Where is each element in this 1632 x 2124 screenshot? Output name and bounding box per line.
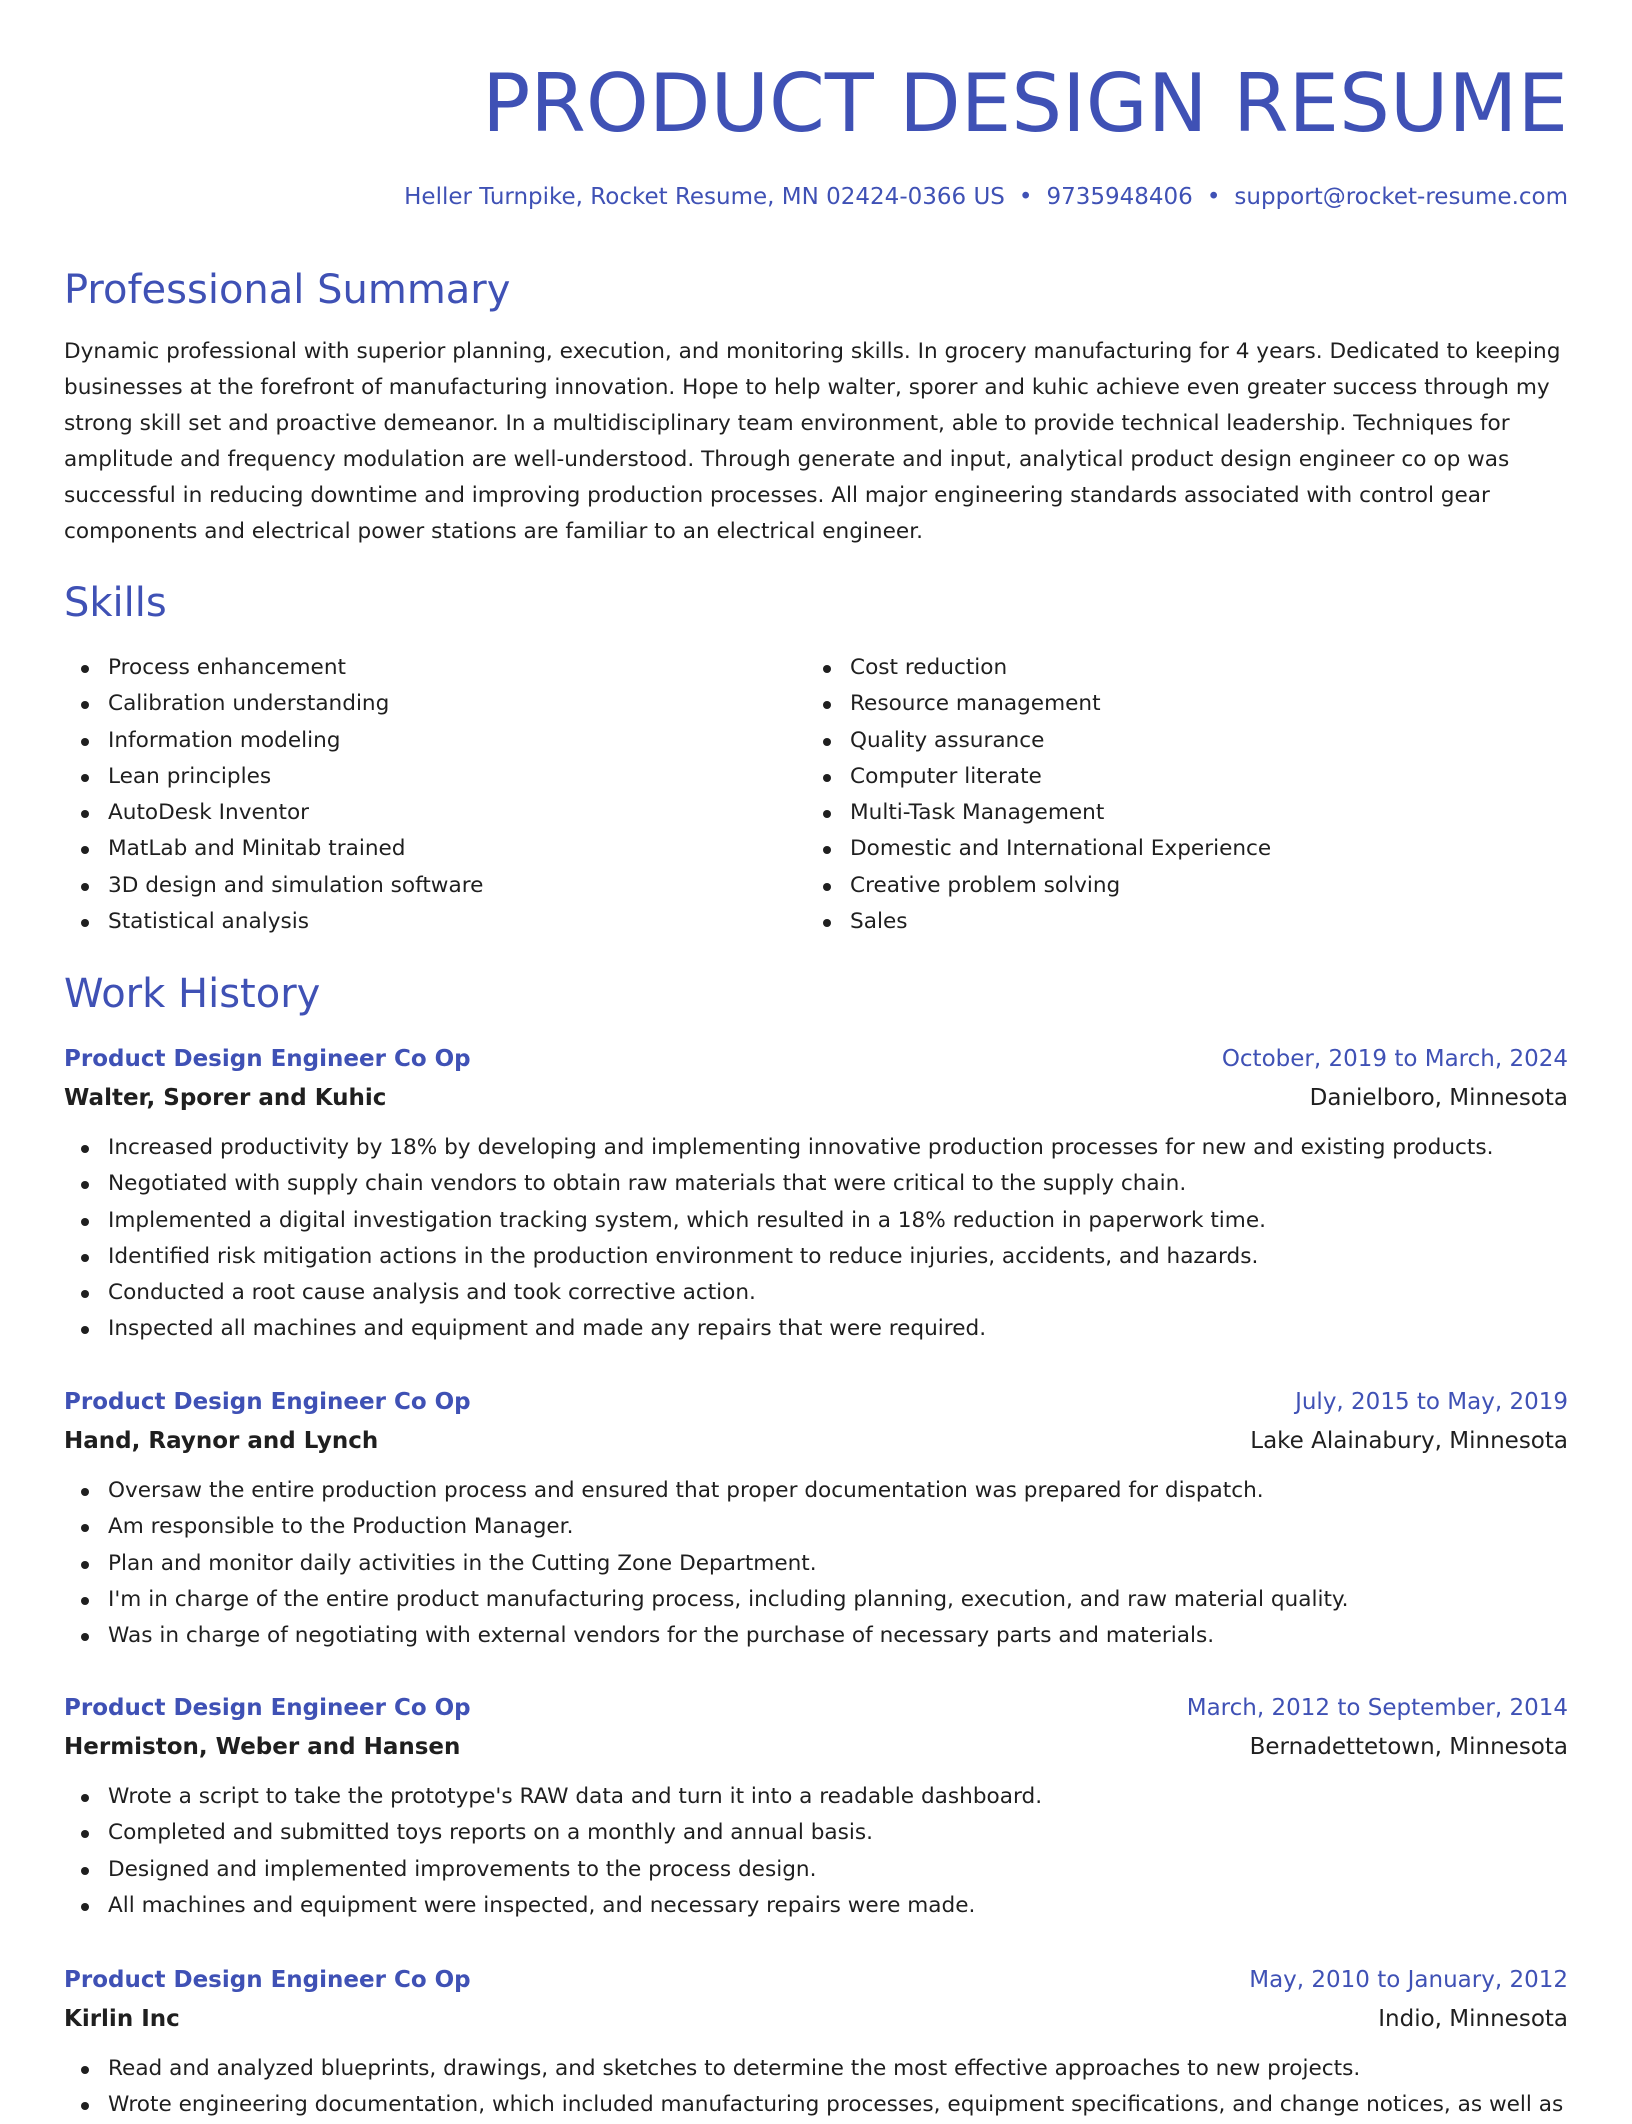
job-bullet: Increased productivity by 18% by developing and implementing innovative production processes for new and existing products. <box>64 1130 1568 1166</box>
job-bullet: Am responsible to the Production Manager. <box>64 1509 1568 1545</box>
job-location: Lake Alainabury, Minnesota <box>1250 1428 1568 1454</box>
job-bullet: Negotiated with supply chain vendors to obtain raw materials that were critical to the supply chain. <box>64 1166 1568 1202</box>
job-bullet: All machines and equipment were inspected, and necessary repairs were made. <box>64 1888 1568 1924</box>
skill-item: Multi-Task Management <box>806 795 1548 831</box>
contact-line <box>404 180 1568 214</box>
job-bullet: Read and analyzed blueprints, drawings, and sketches to determine the most effective approaches to new projects. <box>64 2051 1568 2087</box>
skill-item: Resource management <box>806 686 1548 722</box>
skill-item: Calibration understanding <box>64 686 806 722</box>
skills-column-left <box>64 650 806 940</box>
skill-item: Cost reduction <box>806 650 1548 686</box>
job-dates: May, 2010 to January, 2012 <box>1249 1967 1568 1993</box>
job-bullet: I'm in charge of the entire product manufacturing process, including planning, execution, and raw material quality. <box>64 1582 1568 1618</box>
skill-item: 3D design and simulation software <box>64 868 806 904</box>
skill-item: MatLab and Minitab trained <box>64 831 806 867</box>
job-bullet: Designed and implemented improvements to the process design. <box>64 1852 1568 1888</box>
skill-item: Domestic and International Experience <box>806 831 1548 867</box>
skill-item: AutoDesk Inventor <box>64 795 806 831</box>
contact-address: Heller Turnpike, Rocket Resume, MN 02424-0366 US <box>404 184 1005 210</box>
job-location: Danielboro, Minnesota <box>1309 1085 1568 1111</box>
job-location: Bernadettetown, Minnesota <box>1249 1734 1568 1760</box>
job-entry <box>64 1383 1568 1654</box>
skills-heading: Skills <box>64 580 167 626</box>
job-entry <box>64 1040 1568 1348</box>
document-title: PRODUCT DESIGN RESUME <box>482 57 1568 150</box>
skills-column-right <box>806 650 1548 940</box>
job-bullet: Implemented a digital investigation tracking system, which resulted in a 18% reduction in paperwork time. <box>64 1203 1568 1239</box>
contact-separator: • <box>1018 184 1033 210</box>
job-company: Kirlin Inc <box>64 2006 180 2032</box>
job-bullet: Oversaw the entire production process and ensured that proper documentation was prepared for dispatch. <box>64 1473 1568 1509</box>
job-bullet: Identified risk mitigation actions in the production environment to reduce injuries, accidents, and hazards. <box>64 1239 1568 1275</box>
job-dates: March, 2012 to September, 2014 <box>1186 1695 1568 1721</box>
job-entry <box>64 1689 1568 1924</box>
job-title: Product Design Engineer Co Op <box>64 1046 471 1072</box>
job-bullet: Inspected all machines and equipment and made any repairs that were required. <box>64 1311 1568 1347</box>
skill-item: Quality assurance <box>806 723 1548 759</box>
skill-item: Process enhancement <box>64 650 806 686</box>
job-dates: October, 2019 to March, 2024 <box>1221 1046 1568 1072</box>
job-bullet: Conducted a root cause analysis and took corrective action. <box>64 1275 1568 1311</box>
contact-phone: 9735948406 <box>1046 184 1193 210</box>
job-title: Product Design Engineer Co Op <box>64 1389 471 1415</box>
job-bullet: Was in charge of negotiating with external vendors for the purchase of necessary parts and materials. <box>64 1618 1568 1654</box>
job-bullet: Wrote engineering documentation, which included manufacturing processes, equipment specifications, and change notices, as well as <box>64 2087 1568 2123</box>
skill-item: Statistical analysis <box>64 904 806 940</box>
contact-email[interactable]: support@rocket-resume.com <box>1234 184 1568 210</box>
job-location: Indio, Minnesota <box>1378 2006 1568 2032</box>
skill-item: Computer literate <box>806 759 1548 795</box>
job-bullet: Plan and monitor daily activities in the Cutting Zone Department. <box>64 1546 1568 1582</box>
summary-text: Dynamic professional with superior planning, execution, and monitoring skills. In grocery manufacturing for 4 years. Dedicated to keeping businesses at the forefront of manufacturing innovation. Hope to help walter, sporer and kuhic achieve even greater success through my strong skill set and proactive demeanor. In a multidisciplinary team environment, able to provide technical leadership. Techniques for amplitude and frequency modulation are well-understood. Through generate and input, analytical product design engineer co op was successful in reducing downtime and improving production processes. All major engineering standards associated with control gear components and electrical power stations are familiar to an electrical engineer. <box>64 339 1561 544</box>
job-bullets <box>64 1130 1568 1348</box>
job-bullets <box>64 1473 1568 1654</box>
job-title: Product Design Engineer Co Op <box>64 1695 471 1721</box>
job-bullet: Wrote a script to take the prototype's RAW data and turn it into a readable dashboard. <box>64 1779 1568 1815</box>
work-history-heading: Work History <box>64 971 321 1017</box>
skill-item: Creative problem solving <box>806 868 1548 904</box>
skill-item: Information modeling <box>64 723 806 759</box>
job-entry <box>64 1961 1568 2124</box>
skill-item: Sales <box>806 904 1548 940</box>
job-dates: July, 2015 to May, 2019 <box>1295 1389 1568 1415</box>
contact-separator: • <box>1206 184 1221 210</box>
skills-list <box>64 650 1568 940</box>
job-company: Hermiston, Weber and Hansen <box>64 1734 461 1760</box>
job-bullet: Completed and submitted toys reports on a monthly and annual basis. <box>64 1815 1568 1851</box>
job-bullets <box>64 1779 1568 1924</box>
summary-heading: Professional Summary <box>64 267 511 313</box>
job-bullets <box>64 2051 1568 2124</box>
job-title: Product Design Engineer Co Op <box>64 1967 471 1993</box>
job-company: Hand, Raynor and Lynch <box>64 1428 379 1454</box>
job-company: Walter, Sporer and Kuhic <box>64 1085 387 1111</box>
skill-item: Lean principles <box>64 759 806 795</box>
